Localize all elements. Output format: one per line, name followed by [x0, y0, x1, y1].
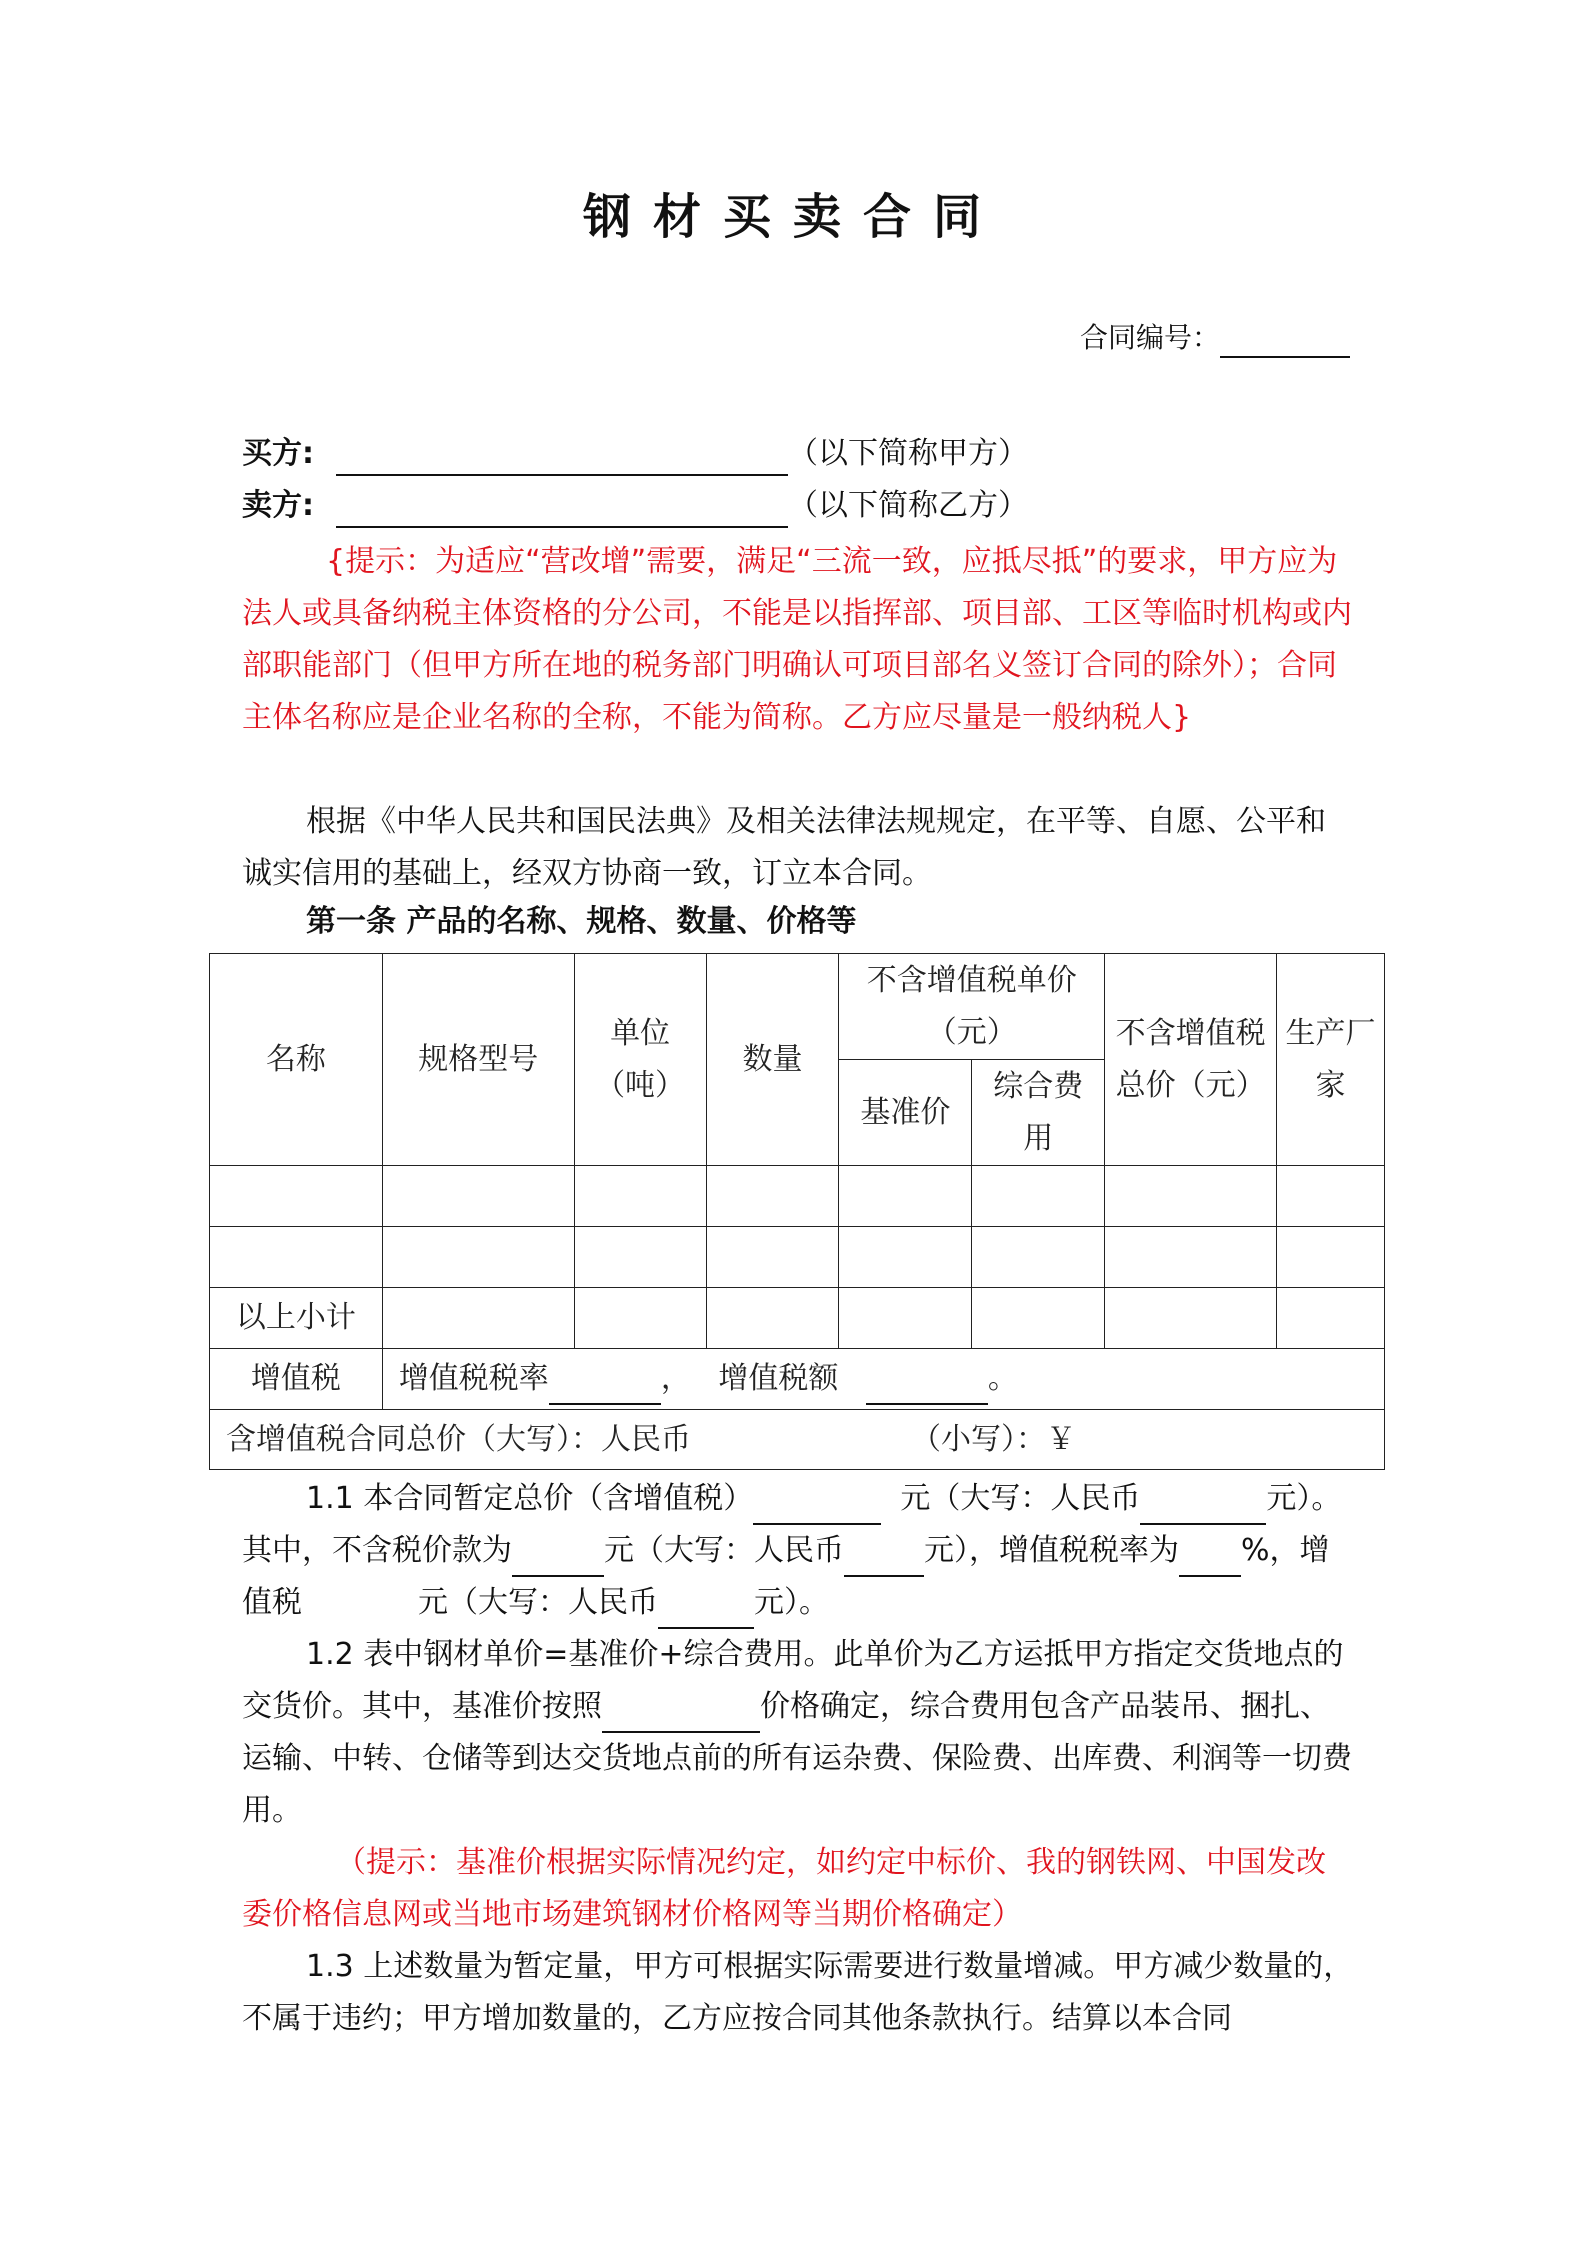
hint-1-text: {提示：为适应“营改增”需要，满足“三流一致，应抵尽抵”的要求，甲方应为法人或具备纳税主体资格的分公司，不能是以指挥部、项目部、工区等临时机构或内部职能部门（但甲方所在地的税务部门明确认可项目部名义签订合同的除外）；合同主体名称应是企业名称的全称，不能为简称。乙方应尽量是一般纳税人} — [242, 544, 1352, 735]
clause-1-2-part-a: 1.2 表中钢材单价=基准价+综合费用。此单价为乙方运抵甲方指定交货地点的交货价。其中，基准价按照 — [242, 1637, 1344, 1724]
hint-block-2 — [242, 1837, 1354, 1941]
document-title: 钢材买卖合同 — [582, 189, 1003, 245]
cell[interactable] — [972, 1166, 1105, 1227]
clause-1-2-part-b: 价格确定，综合费用包含产品装吊、捆扎、运输、中转、仓储等到达交货地点前的所有运杂费、保险费、出库费、利润等一切费用。 — [242, 1689, 1352, 1828]
total-capital-blank[interactable] — [1140, 1487, 1266, 1525]
total-cell — [210, 1410, 1385, 1470]
buyer-suffix: （以下简称甲方） — [788, 436, 1028, 471]
cell[interactable] — [1105, 1227, 1277, 1288]
cell[interactable] — [972, 1288, 1105, 1349]
header-quantity: 数量 — [706, 954, 839, 1166]
pre-tax-capital-blank[interactable] — [844, 1539, 924, 1577]
contract-number-blank — [1220, 322, 1350, 358]
buyer-label: 买方: — [242, 436, 314, 471]
cell[interactable] — [574, 1288, 706, 1349]
vat-label: 增值税 — [210, 1349, 383, 1410]
clause-1-2-text — [242, 1629, 1354, 1837]
base-price-source-blank[interactable] — [602, 1695, 760, 1733]
total-row — [210, 1410, 1385, 1470]
vat-amount-label: 增值税额 — [718, 1361, 839, 1396]
total-price-blank[interactable] — [753, 1487, 881, 1525]
cell[interactable] — [382, 1288, 574, 1349]
cell[interactable] — [1277, 1227, 1385, 1288]
seller-line — [242, 484, 1028, 528]
cell[interactable] — [382, 1166, 574, 1227]
cell[interactable] — [1105, 1166, 1277, 1227]
clause-1-2 — [242, 1629, 1354, 1837]
buyer-name-blank — [336, 434, 788, 476]
clause-1-1-part-b: 元（大写：人民币 — [900, 1481, 1141, 1516]
tax-rate-blank[interactable] — [1179, 1539, 1241, 1577]
cell[interactable] — [574, 1227, 706, 1288]
contract-number — [1080, 318, 1350, 358]
clause-1-1-part-a: 1.1 本合同暂定总价（含增值税） — [306, 1481, 754, 1516]
seller-suffix: （以下简称乙方） — [788, 488, 1028, 523]
period: 。 — [987, 1361, 1018, 1396]
product-table — [209, 953, 1385, 1470]
tax-capital-blank[interactable] — [658, 1591, 754, 1629]
clause-1-1-part-f: %，增值税 — [242, 1533, 1330, 1620]
clause-1-1-text — [242, 1473, 1354, 1629]
cell[interactable] — [210, 1227, 383, 1288]
header-unit-price: 不含增值税单价（元） — [839, 954, 1105, 1060]
header-unit: 单位（吨） — [574, 954, 706, 1166]
table-row — [210, 1166, 1385, 1227]
contract-number-label: 合同编号： — [1080, 321, 1221, 354]
intro-block — [242, 796, 1354, 900]
cell[interactable] — [972, 1227, 1105, 1288]
clause-1-3-text: 1.3 上述数量为暂定量，甲方可根据实际需要进行数量增减。甲方减少数量的，不属于违约；甲方增加数量的，乙方应按合同其他条款执行。结算以本合同 — [242, 1949, 1354, 2036]
cell[interactable] — [839, 1166, 972, 1227]
header-fee: 综合费用 — [972, 1060, 1105, 1166]
intro-text: 根据《中华人民共和国民法典》及相关法律法规规定，在平等、自愿、公平和诚实信用的基础上，经双方协商一致，订立本合同。 — [242, 804, 1326, 891]
cell[interactable] — [706, 1166, 839, 1227]
cell[interactable] — [210, 1166, 383, 1227]
clause-1-1-part-c: 元）。其中，不含税价款为 — [242, 1481, 1342, 1568]
seller-label: 卖方: — [242, 488, 314, 523]
vat-rate-label: 增值税税率 — [398, 1361, 549, 1396]
cell[interactable] — [574, 1166, 706, 1227]
cell[interactable] — [706, 1288, 839, 1349]
subtotal-row — [210, 1288, 1385, 1349]
buyer-line — [242, 432, 1028, 476]
header-total-price: 不含增值税总价（元） — [1105, 954, 1277, 1166]
cell[interactable] — [706, 1227, 839, 1288]
clause-1-3 — [242, 1941, 1354, 2045]
cell[interactable] — [382, 1227, 574, 1288]
header-spec: 规格型号 — [382, 954, 574, 1166]
header-base-price: 基准价 — [839, 1060, 972, 1166]
vat-cell — [382, 1349, 1384, 1410]
header-name: 名称 — [210, 954, 383, 1166]
clause-1-1 — [242, 1473, 1354, 1629]
table-row — [210, 1227, 1385, 1288]
clause-1-1-part-d: 元（大写：人民币 — [604, 1533, 844, 1568]
clause-1-1-part-h: 元）。 — [754, 1585, 829, 1620]
cell[interactable] — [1277, 1288, 1385, 1349]
cell[interactable] — [839, 1288, 972, 1349]
seller-name-blank — [336, 486, 788, 528]
total-small-label: （小写）：￥ — [911, 1421, 1076, 1457]
pre-tax-blank[interactable] — [512, 1539, 604, 1577]
hint-block-1 — [242, 536, 1354, 744]
vat-row — [210, 1349, 1385, 1410]
header-maker: 生产厂家 — [1277, 954, 1385, 1166]
vat-rate-blank[interactable] — [549, 1369, 661, 1405]
cell[interactable] — [1105, 1288, 1277, 1349]
clause-1-1-part-e: 元），增值税税率为 — [924, 1533, 1179, 1568]
subtotal-label: 以上小计 — [210, 1288, 383, 1349]
vat-amount-blank[interactable] — [866, 1369, 988, 1405]
cell[interactable] — [839, 1227, 972, 1288]
cell[interactable] — [1277, 1166, 1385, 1227]
article-1-title: 第一条 产品的名称、规格、数量、价格等 — [306, 904, 857, 939]
hint-2-text: （提示：基准价根据实际情况约定，如约定中标价、我的钢铁网、中国发改委价格信息网或当地市场建筑钢材价格网等当期价格确定） — [242, 1845, 1326, 1932]
total-capital-label: 含增值税合同总价（大写）：人民币 — [226, 1421, 691, 1457]
clause-1-1-part-g: 元（大写：人民币 — [418, 1585, 658, 1620]
comma: ， — [660, 1361, 691, 1396]
